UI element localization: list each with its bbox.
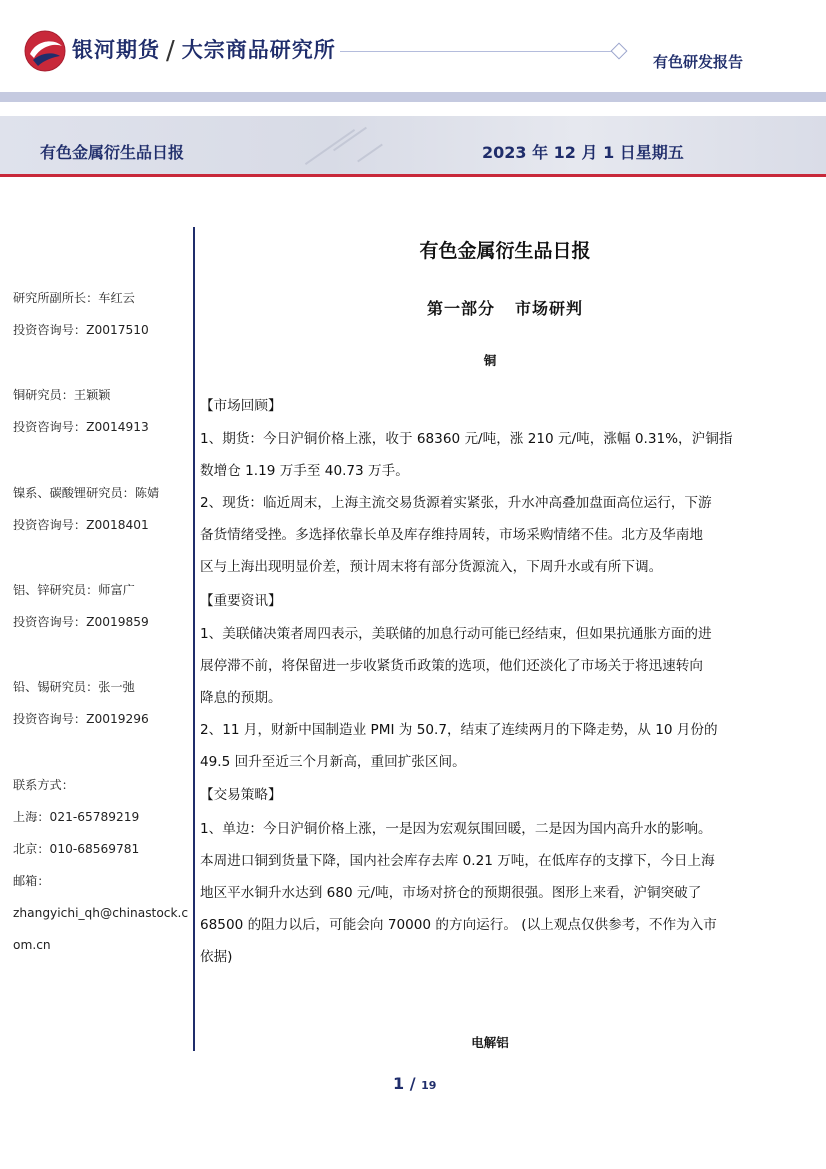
text-line: 依据)	[200, 949, 233, 965]
text-line: 地区平水铜升水达到 680 元/吨，市场对挤仓的预期很强。图形上来看，沪铜突破了	[200, 885, 702, 901]
sidebar-line: 研究所副所长：车红云	[13, 291, 135, 305]
page-total: 19	[421, 1079, 437, 1092]
sidebar-line: 北京：010-68569781	[13, 842, 140, 856]
bar-title: 有色金属衍生品日报	[40, 143, 185, 162]
sidebar-line: 铝、锌研究员：师富广	[13, 583, 135, 597]
sidebar-line: 上海：021-65789219	[13, 810, 140, 824]
page-separator: /	[404, 1074, 422, 1093]
text-line: 49.5 回升至近三个月新高，重回扩张区间。	[200, 754, 466, 770]
text-line: 1、美联储决策者周四表示，美联储的加息行动可能已经结束，但如果抗通胀方面的进	[200, 626, 712, 642]
brand-dept: 大宗商品研究所	[181, 38, 336, 62]
header-deco-line	[340, 51, 612, 52]
sidebar-line: 投资咨询号：Z0014913	[13, 420, 149, 434]
text-line: 【市场回顾】	[200, 398, 282, 414]
report-type: 有色研发报告	[653, 53, 744, 71]
galaxy-futures-logo-icon	[24, 30, 66, 72]
sidebar-line: 投资咨询号：Z0019859	[13, 615, 149, 629]
text-line: 备货情绪受挫。多选择依靠长单及库存维持周转，市场采购情绪不佳。北方及华南地	[200, 527, 703, 543]
sidebar-line: 铅、锡研究员：张一弛	[13, 680, 135, 694]
sidebar-divider	[193, 227, 195, 1051]
sidebar-line: 投资咨询号：Z0018401	[13, 518, 149, 532]
brand-line	[72, 34, 336, 64]
text-line: 展停滞不前，将保留进一步收紧货币政策的选项，他们还淡化了市场关于将迅速转向	[200, 658, 703, 674]
report-date: 2023 年 12 月 1 日星期五	[482, 143, 684, 162]
text-line: 降息的预期。	[200, 690, 282, 706]
text-line: 【重要资讯】	[200, 593, 282, 609]
top-header	[0, 0, 826, 92]
brand-name: 银河期货	[72, 38, 160, 62]
sidebar-line: 联系方式：	[13, 778, 74, 792]
section-label: 第一部分	[426, 299, 495, 318]
text-line: 【交易策略】	[200, 787, 282, 803]
text-line: 本周进口铜到货量下降，国内社会库存去库 0.21 万吨，在低库存的支撑下，今日上海	[200, 853, 715, 869]
metal-heading-copper: 铜	[483, 353, 497, 368]
metal-heading-aluminium: 电解铝	[471, 1035, 509, 1050]
sidebar-line: 投资咨询号：Z0019296	[13, 712, 149, 726]
page-current: 1	[393, 1074, 405, 1093]
page-number	[393, 1074, 436, 1093]
header-gap	[0, 102, 826, 116]
header-band	[0, 92, 826, 102]
text-line: 数增仓 1.19 万手至 40.73 万手。	[200, 463, 409, 479]
text-line: 1、单边：今日沪铜价格上涨，一是因为宏观氛围回暖，二是因为国内高升水的影响。	[200, 821, 712, 837]
sidebar-email: om.cn	[13, 938, 51, 952]
sidebar-line: 镍系、碳酸锂研究员：陈婧	[13, 486, 160, 500]
brand-divider: /	[166, 36, 176, 66]
sidebar-line: 投资咨询号：Z0017510	[13, 323, 149, 337]
sidebar-line: 邮箱：	[13, 874, 50, 888]
page-title: 有色金属衍生品日报	[419, 240, 591, 262]
text-line: 2、现货：临近周末，上海主流交易货源着实紧张，升水冲高叠加盘面高位运行，下游	[200, 495, 712, 511]
header-red-rule	[0, 174, 826, 177]
section-name: 市场研判	[515, 299, 584, 318]
text-line: 区与上海出现明显价差，预计周末将有部分货源流入，下周升水或有所下调。	[200, 559, 663, 575]
text-line: 2、11 月，财新中国制造业 PMI 为 50.7，结束了连续两月的下降走势，从 10 月份的	[200, 722, 718, 738]
diamond-icon	[611, 43, 628, 60]
section-title	[200, 296, 810, 319]
sidebar-line: 铜研究员：王颖颖	[13, 388, 111, 402]
text-line: 68500 的阻力以后，可能会向 70000 的方向运行。 (以上观点仅供参考，不作为入市	[200, 917, 717, 933]
sidebar-email: zhangyichi_qh@chinastock.c	[13, 906, 189, 920]
text-line: 1、期货：今日沪铜价格上涨，收于 68360 元/吨，涨 210 元/吨，涨幅 0.31%，沪铜指	[200, 431, 733, 447]
